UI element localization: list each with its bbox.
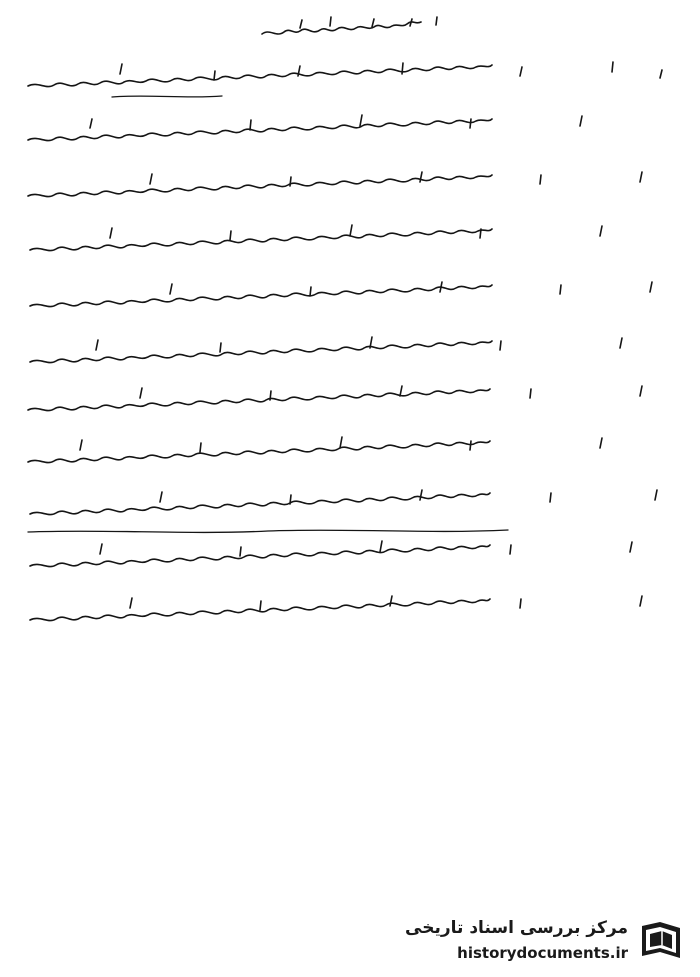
handwritten-line-10 (30, 545, 490, 567)
handwritten-line-6 (30, 341, 492, 363)
handwritten-line-2 (28, 119, 492, 141)
archive-footer (386, 914, 686, 970)
handwritten-underline (28, 530, 508, 532)
handwritten-line-5 (30, 285, 492, 307)
archive-url[interactable]: historydocuments.ir (457, 944, 628, 962)
book-logo-icon (636, 916, 686, 966)
handwritten-line-4 (30, 229, 492, 251)
handwritten-line-3 (28, 175, 492, 197)
handwritten-line-1 (28, 65, 492, 87)
handwritten-line-8 (28, 441, 490, 463)
date-underline (112, 96, 222, 97)
archive-name: مرکز بررسی اسناد تاریخی (405, 918, 628, 938)
handwritten-heading (262, 22, 421, 34)
handwritten-line-7 (28, 389, 490, 411)
